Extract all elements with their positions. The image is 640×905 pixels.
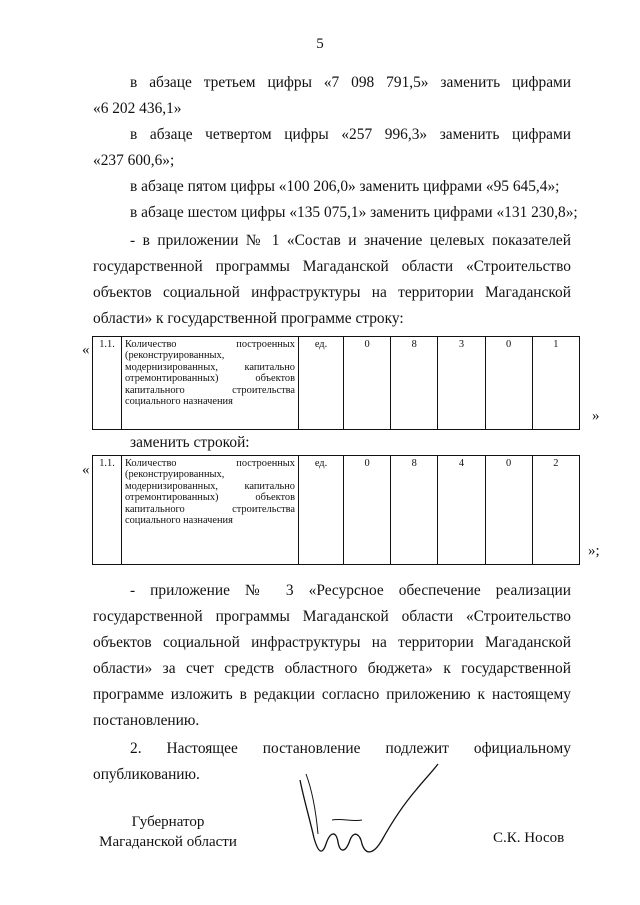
table-row bbox=[93, 456, 580, 565]
appendix1-line-2: государственной программы Магаданской области «Строительство bbox=[93, 258, 571, 275]
appendix1-line-3: объектов социальной инфраструктуры на территории Магаданской bbox=[93, 284, 571, 301]
page-number: 5 bbox=[316, 36, 324, 52]
replace-text: заменить строкой: bbox=[130, 434, 250, 451]
indicator-name-line: капитального строительства bbox=[125, 503, 295, 515]
paragraph-3: в абзаце пятом цифры «100 206,0» заменить цифрами «95 645,4»; bbox=[130, 178, 560, 195]
indicator-name-line: отремонтированных) объектов bbox=[125, 492, 295, 504]
indicator-name-line: модернизированных, капитально bbox=[125, 480, 295, 492]
handwritten-signature bbox=[292, 760, 442, 870]
indicator-name-line: (реконструированных, bbox=[125, 469, 225, 481]
indicator-name-line: (реконструированных, bbox=[125, 350, 225, 362]
table-old-num: 1.1. bbox=[93, 337, 122, 430]
table-new-open-quote: « bbox=[82, 462, 90, 478]
table-old-indicator-name bbox=[122, 337, 299, 430]
item2-line-2: опубликованию. bbox=[93, 766, 200, 783]
indicator-name-line: капитального строительства bbox=[125, 384, 295, 396]
appendix3-line-1: - приложение № 3 «Ресурсное обеспечение реализации bbox=[130, 582, 571, 599]
appendix1-line-4: области» к государственной программе строку: bbox=[93, 310, 404, 327]
table-old-value-2: 8 bbox=[391, 337, 438, 430]
table-row bbox=[93, 337, 580, 430]
indicator-name-line: Количество построенных bbox=[125, 458, 295, 469]
indicator-name-line: социального назначения bbox=[125, 396, 233, 408]
appendix3-line-6: постановлению. bbox=[93, 712, 200, 729]
table-old-value-5: 1 bbox=[532, 337, 579, 430]
appendix1-line-1: - в приложении № 1 «Состав и значение целевых показателей bbox=[130, 232, 571, 249]
table-new-close-quote: »; bbox=[588, 543, 600, 559]
table-new-value-4: 0 bbox=[485, 456, 532, 565]
table-old-value-4: 0 bbox=[485, 337, 532, 430]
paragraph-1-line-2: «6 202 436,1» bbox=[93, 100, 182, 117]
signer-name: С.К. Носов bbox=[493, 830, 565, 846]
paragraph-2-line-1: в абзаце четвертом цифры «257 996,3» заменить цифрами bbox=[130, 126, 571, 143]
table-new-num: 1.1. bbox=[93, 456, 122, 565]
appendix3-line-5: программе изложить в редакции согласно приложению к настоящему bbox=[93, 686, 571, 703]
table-new-value-5: 2 bbox=[532, 456, 579, 565]
table-new-unit: ед. bbox=[299, 456, 344, 565]
indicator-name-line: Количество построенных bbox=[125, 339, 295, 350]
paragraph-1-line-1: в абзаце третьем цифры «7 098 791,5» заменить цифрами bbox=[130, 74, 571, 91]
table-old bbox=[92, 336, 580, 430]
appendix3-line-2: государственной программы Магаданской области «Строительство bbox=[93, 608, 571, 625]
table-old-open-quote: « bbox=[82, 342, 90, 358]
item2-line-1: 2. Настоящее постановление подлежит официальному bbox=[130, 740, 571, 757]
signer-title-line-1: Губернатор bbox=[131, 814, 205, 830]
table-new bbox=[92, 455, 580, 565]
table-old-value-3: 3 bbox=[438, 337, 485, 430]
appendix3-line-4: области» за счет средств областного бюджета» к государственной bbox=[93, 660, 571, 677]
table-old-close-quote: » bbox=[592, 408, 600, 424]
paragraph-2-line-2: «237 600,6»; bbox=[93, 152, 175, 169]
appendix3-line-3: объектов социальной инфраструктуры на территории Магаданской bbox=[93, 634, 571, 651]
paragraph-4: в абзаце шестом цифры «135 075,1» заменить цифрами «131 230,8»; bbox=[130, 204, 578, 221]
indicator-name-line: модернизированных, капитально bbox=[125, 361, 295, 373]
table-new-indicator-name bbox=[122, 456, 299, 565]
table-new-value-2: 8 bbox=[391, 456, 438, 565]
table-new-value-1: 0 bbox=[344, 456, 391, 565]
indicator-name-line: отремонтированных) объектов bbox=[125, 373, 295, 385]
table-old-unit: ед. bbox=[299, 337, 344, 430]
signer-title-line-2: Магаданской области bbox=[99, 834, 237, 850]
indicator-name-line: социального назначения bbox=[125, 515, 233, 527]
table-new-value-3: 4 bbox=[438, 456, 485, 565]
table-old-value-1: 0 bbox=[344, 337, 391, 430]
